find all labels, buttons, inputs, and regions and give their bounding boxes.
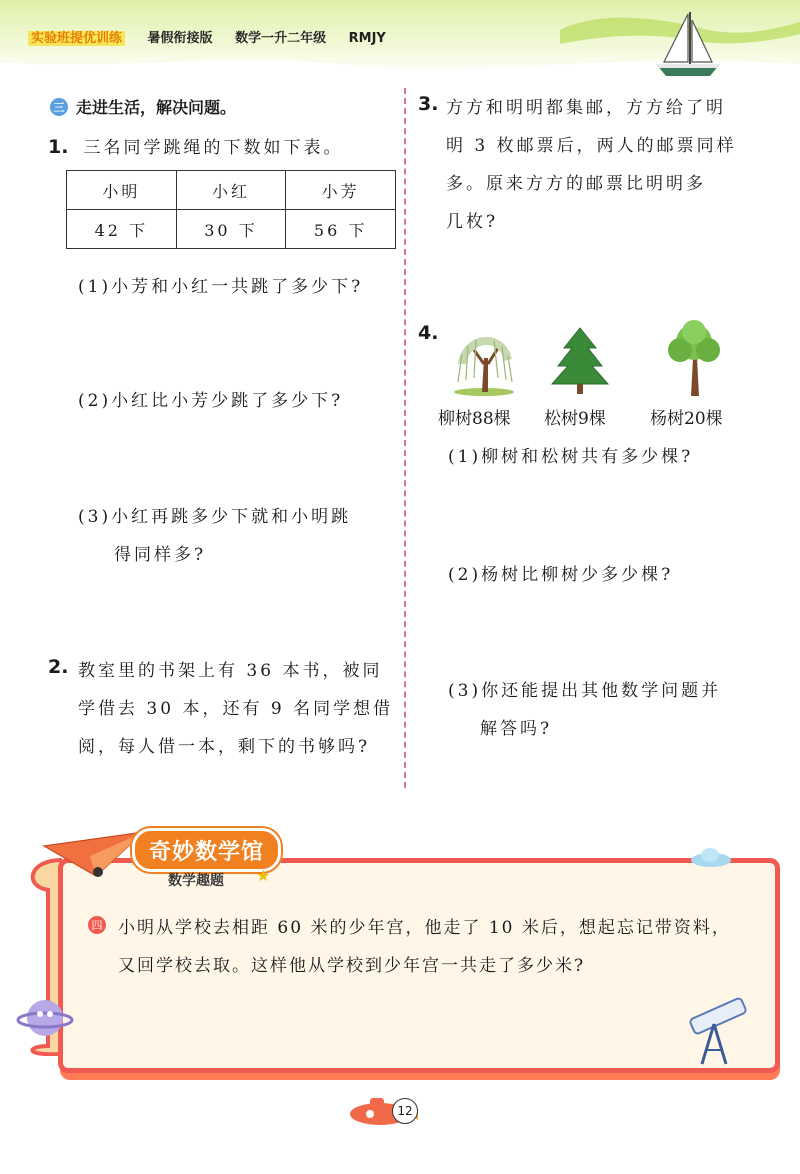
planet-icon xyxy=(16,990,74,1046)
willow-tree-icon xyxy=(448,324,520,396)
table-header-cell: 小明 xyxy=(67,171,177,210)
table-header-row xyxy=(67,171,396,210)
fun-math-subtitle: 数学趣题 xyxy=(168,873,224,889)
panel-line-1: 小明从学校去相距 60 米的少年宫，他走了 10 米后，想起忘记带资料， xyxy=(118,918,731,938)
q1-stem xyxy=(48,133,344,158)
q4-sub-3-cont: 解答吗? xyxy=(480,719,553,739)
q2-line-1: 教室里的书架上有 36 本书，被同 xyxy=(78,661,383,681)
section-heading xyxy=(50,95,236,118)
q4-sub-3: (3)你还能提出其他数学问题并 xyxy=(448,681,722,701)
q3-line-3: 多。原来方方的邮票比明明多 xyxy=(446,174,706,194)
q3-line-4: 几枚? xyxy=(446,212,499,232)
section-title: 走进生活，解决问题。 xyxy=(76,98,237,117)
sailboat-icon xyxy=(650,10,725,80)
q1-sub-2: (2)小红比小芳少跳了多少下? xyxy=(78,391,344,411)
subject-name: 数学一升二年级 xyxy=(235,31,327,46)
q3-line-2: 明 3 枚邮票后，两人的邮票同样 xyxy=(446,136,737,156)
telescope-icon xyxy=(676,990,756,1068)
table-cell: 56 下 xyxy=(286,210,396,249)
panel-line-2: 又回学校去取。这样他从学校到少年宫一共走了多少米? xyxy=(118,956,586,976)
table-cell: 42 下 xyxy=(67,210,177,249)
q1-sub-1: (1)小芳和小红一共跳了多少下? xyxy=(78,277,364,297)
q2-line-2: 学借去 30 本，还有 9 名同学想借 xyxy=(78,699,394,719)
series-name: 实验班提优训练 xyxy=(28,31,125,46)
poplar-label: 杨树20棵 xyxy=(650,409,723,429)
q4-sub-2: (2)杨树比柳树少多少棵? xyxy=(448,565,674,585)
table-cell: 30 下 xyxy=(176,210,286,249)
header-title xyxy=(28,29,404,49)
q1-number: 1. xyxy=(48,136,69,158)
table-header-cell: 小芳 xyxy=(286,171,396,210)
book-code: RMJY xyxy=(348,31,386,46)
q3-line-1: 方方和明明都集邮，方方给了明 xyxy=(446,98,726,118)
q1-text: 三名同学跳绳的下数如下表。 xyxy=(83,138,344,158)
table-row xyxy=(67,210,396,249)
pine-tree-icon xyxy=(548,326,612,396)
q2-line-3: 阅，每人借一本，剩下的书够吗? xyxy=(78,737,371,757)
star-icon: ★ xyxy=(256,866,271,885)
edition-name: 暑假衔接版 xyxy=(147,31,213,46)
section-badge: 三 xyxy=(50,98,68,116)
page-number: 12 xyxy=(392,1098,418,1124)
column-divider xyxy=(404,88,406,788)
q3-number: 3. xyxy=(418,93,439,115)
table-header-cell: 小红 xyxy=(176,171,286,210)
panel-badge: 四 xyxy=(88,916,106,934)
willow-label: 柳树88棵 xyxy=(438,409,511,429)
poplar-tree-icon xyxy=(664,318,724,398)
q4-sub-1: (1)柳树和松树共有多少棵? xyxy=(448,447,694,467)
cloud-icon xyxy=(688,846,734,868)
pine-label: 松树9棵 xyxy=(544,409,606,429)
q1-sub-3-cont: 得同样多? xyxy=(114,545,207,565)
q2-number: 2. xyxy=(48,656,69,678)
q4-number: 4. xyxy=(418,322,439,344)
fun-math-banner: 奇妙数学馆 xyxy=(132,828,281,872)
q1-sub-3: (3)小红再跳多少下就和小明跳 xyxy=(78,507,352,527)
jump-rope-table xyxy=(66,170,396,249)
